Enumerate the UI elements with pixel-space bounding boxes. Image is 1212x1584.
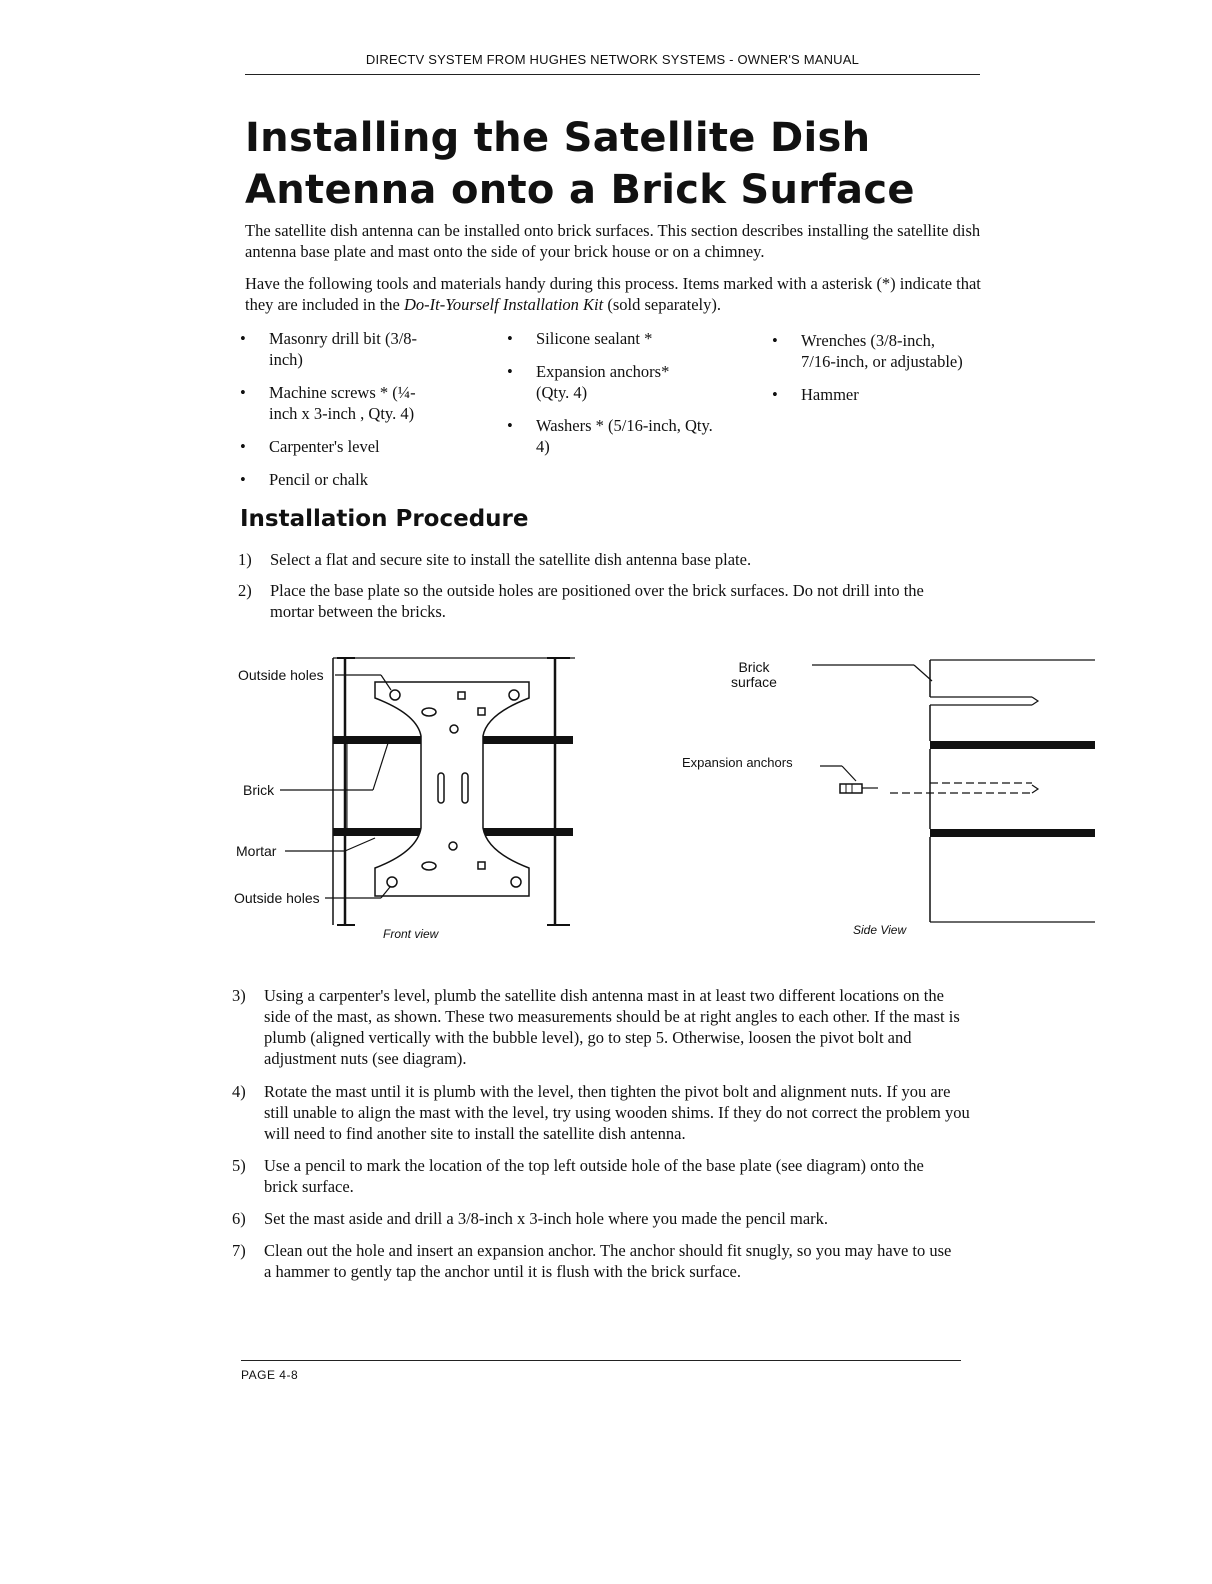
bullet: • (772, 331, 778, 350)
caption-front-view: Front view (383, 927, 439, 941)
label-mortar: Mortar (236, 843, 277, 859)
step-4: 4) Rotate the mast until it is plumb with the level, then tighten the pivot bolt and alignment nuts. If you are still unable to align the mast with the level, try using wooden shims. If they do not correct the problem you will need to find another site to install the satellite dish antenna. (232, 1082, 970, 1143)
bullet: • (507, 362, 513, 381)
list-item: • Expansion anchors* (Qty. 4) (507, 362, 670, 402)
bullet: • (240, 437, 246, 456)
caption-side-view: Side View (853, 923, 907, 937)
step-1: 1) Select a flat and secure site to install the satellite dish antenna base plate. (238, 550, 752, 569)
intro-text: Have the following tools and materials handy during this process. Items marked with a asterisk (*) indicate that they are included in the (245, 274, 981, 314)
footer-rule (241, 1360, 961, 1367)
list-item: • Silicone sealant * (507, 329, 653, 348)
title-line-1: Installing the Satellite Dish (245, 115, 871, 161)
list-item: • Wrenches (3/8-inch, 7/16-inch, or adjustable) (772, 331, 963, 371)
label-brick: Brick (243, 782, 275, 798)
label-brick-surface-1: Brick (738, 659, 770, 675)
mortar-band-top (930, 741, 1095, 749)
intro-paragraph-1: The satellite dish antenna can be installed onto brick surfaces. This section describes installing the satellite dish antenna base plate and mast onto the side of your brick house or on a chimney. (245, 221, 981, 261)
bullet: • (507, 329, 513, 348)
bullet: • (240, 470, 246, 489)
side-view-diagram (670, 645, 1100, 945)
list-item: • Machine screws * (¼-inch x 3-inch , Qty. 4) (240, 383, 416, 423)
step-7: 7) Clean out the hole and insert an expansion anchor. The anchor should fit snugly, so you may have to use a hammer to gently tap the anchor until it is flush with the brick surface. (232, 1241, 952, 1281)
list-item: • Hammer (772, 385, 859, 404)
front-view-diagram (225, 640, 595, 945)
kit-name: Do-It-Yourself Installation Kit (403, 295, 604, 314)
section-heading: Installation Procedure (240, 506, 529, 532)
list-item: • Pencil or chalk (240, 470, 368, 489)
step-3: 3) Using a carpenter's level, plumb the satellite dish antenna mast in at least two different locations on the side of the mast, as shown. These two measurements should be at right angles to each other. If the mast is plumb (aligned vertically with the bubble level), go to step 5. Otherwise, loosen the pivot bolt and adjustment nuts (see diagram). (232, 986, 960, 1068)
step-6: 6) Set the mast aside and drill a 3/8-inch x 3-inch hole where you made the pencil mark. (232, 1209, 829, 1228)
intro-paragraph-2 (245, 273, 985, 315)
list-item: • Carpenter's level (240, 437, 380, 456)
list-item: • Washers * (5/16-inch, Qty. 4) (507, 416, 713, 456)
page-title (245, 112, 1005, 216)
bullet: • (240, 329, 246, 348)
bullet: • (240, 383, 246, 402)
intro-text-end: (sold separately). (603, 295, 721, 314)
label-brick-surface-2: surface (731, 674, 777, 690)
bullet: • (772, 385, 778, 404)
bullet: • (507, 416, 513, 435)
label-outside-holes-bottom: Outside holes (234, 890, 320, 906)
title-line-2: Antenna onto a Brick Surface (245, 167, 915, 213)
base-plate (375, 682, 529, 896)
page-number: PAGE 4-8 (241, 1368, 299, 1382)
mortar-band-bottom (930, 829, 1095, 837)
tools-column-2 (507, 328, 727, 469)
tools-column-1 (240, 328, 440, 502)
tools-column-3 (772, 330, 972, 417)
running-header: DIRECTV SYSTEM FROM HUGHES NETWORK SYSTEMS - OWNER'S MANUAL (245, 52, 980, 75)
step-2: 2) Place the base plate so the outside holes are positioned over the brick surfaces. Do not drill into the mortar between the bricks. (238, 581, 924, 621)
list-item: • Masonry drill bit (3/8-inch) (240, 329, 418, 369)
expansion-anchor (840, 784, 862, 793)
label-outside-holes-top: Outside holes (238, 667, 324, 683)
step-5: 5) Use a pencil to mark the location of the top left outside hole of the base plate (see diagram) onto the brick surface. (232, 1156, 924, 1196)
label-expansion-anchors: Expansion anchors (682, 755, 793, 770)
